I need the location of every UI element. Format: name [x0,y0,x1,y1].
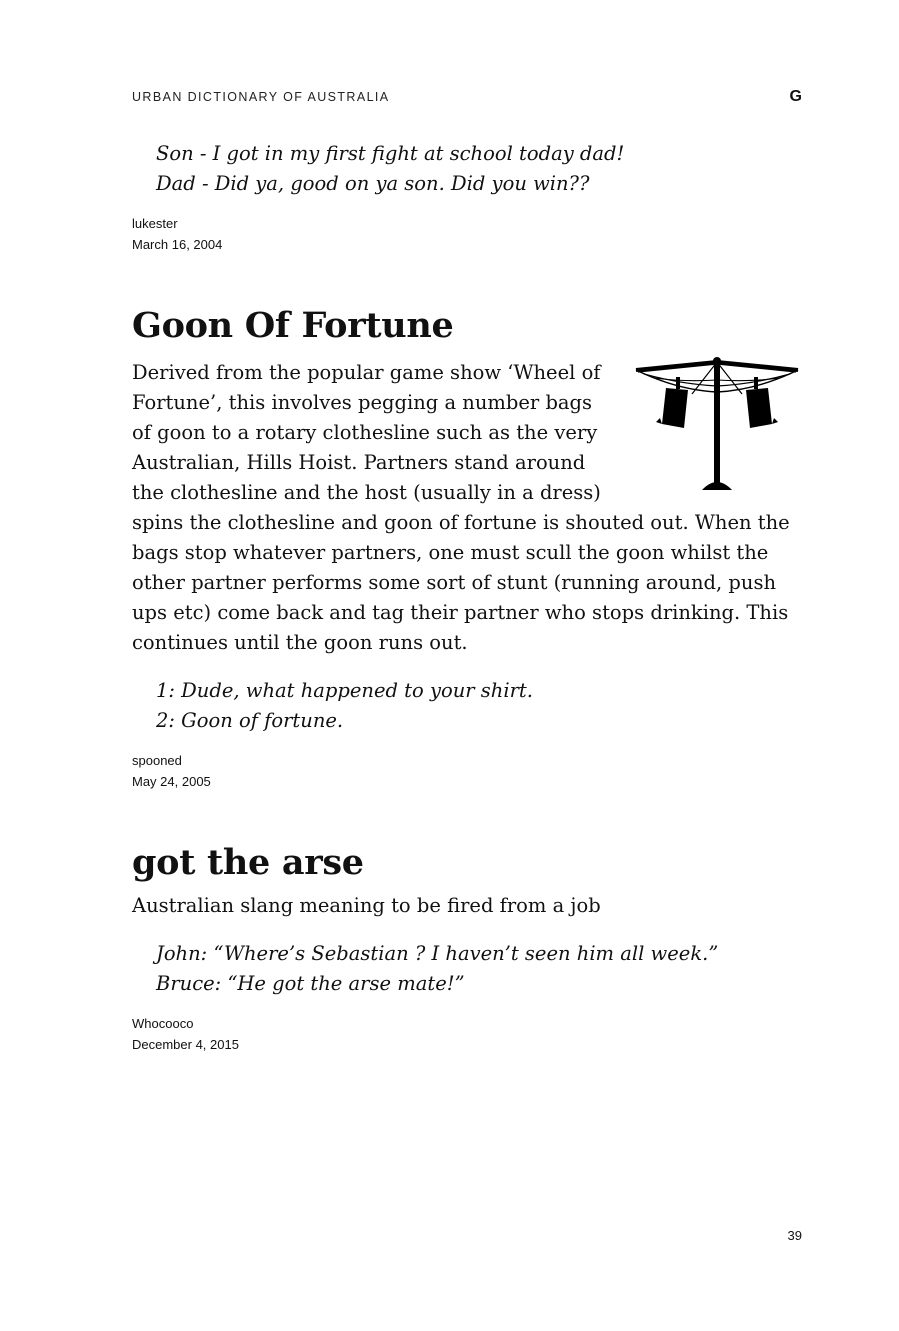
entry-body [132,358,802,658]
usage-example [156,139,802,199]
section-letter: G [789,88,802,105]
page-number: 39 [787,1228,802,1243]
running-header [132,88,802,106]
entry-author: lukester [132,216,178,231]
entry-meta [132,750,802,792]
entry-definition: Derived from the popular game show ‘Wheel of Fortune’, this involves pegging a number bags of goon to a rotary clothesline such as the very Australian, Hills Hoist. Partners stand around the clothesline and the host (usually in a dress) spins the clothesline and goon of fortune is shouted out. When the bags stop whatever partners, one must scull the goon whilst the other partner performs some sort of stunt (running around, push ups etc) come back and tag their partner who stops drinking. This continues until the goon runs out. [132,361,790,654]
example-line: Dad - Did ya, good on ya son. Did you win?? [156,172,590,195]
dictionary-entry [132,304,802,792]
example-line: John: “Where’s Sebastian ? I haven’t seen him all week.” [156,942,719,965]
entry-date: March 16, 2004 [132,237,223,252]
dictionary-entry [132,841,802,1055]
entry-date: May 24, 2005 [132,774,211,789]
entry-meta [132,213,802,255]
example-line: Bruce: “He got the arse mate!” [156,972,465,995]
entry-meta [132,1013,802,1055]
entry-definition: Australian slang meaning to be fired from a job [132,894,601,917]
entry-headword: got the arse [132,842,364,883]
example-line: Son - I got in my first fight at school today dad! [156,142,625,165]
example-line: 2: Goon of fortune. [156,709,344,732]
usage-example [156,939,802,999]
page-content [132,139,802,1055]
previous-entry-tail [132,139,802,255]
example-line: 1: Dude, what happened to your shirt. [156,679,533,702]
entry-headword: Goon Of Fortune [132,305,454,346]
usage-example [156,676,802,736]
entry-date: December 4, 2015 [132,1037,239,1052]
entry-author: spooned [132,753,182,768]
running-title: URBAN DICTIONARY OF AUSTRALIA [132,90,390,104]
rotary-clothesline-icon [632,356,802,494]
entry-author: Whocooco [132,1016,194,1031]
